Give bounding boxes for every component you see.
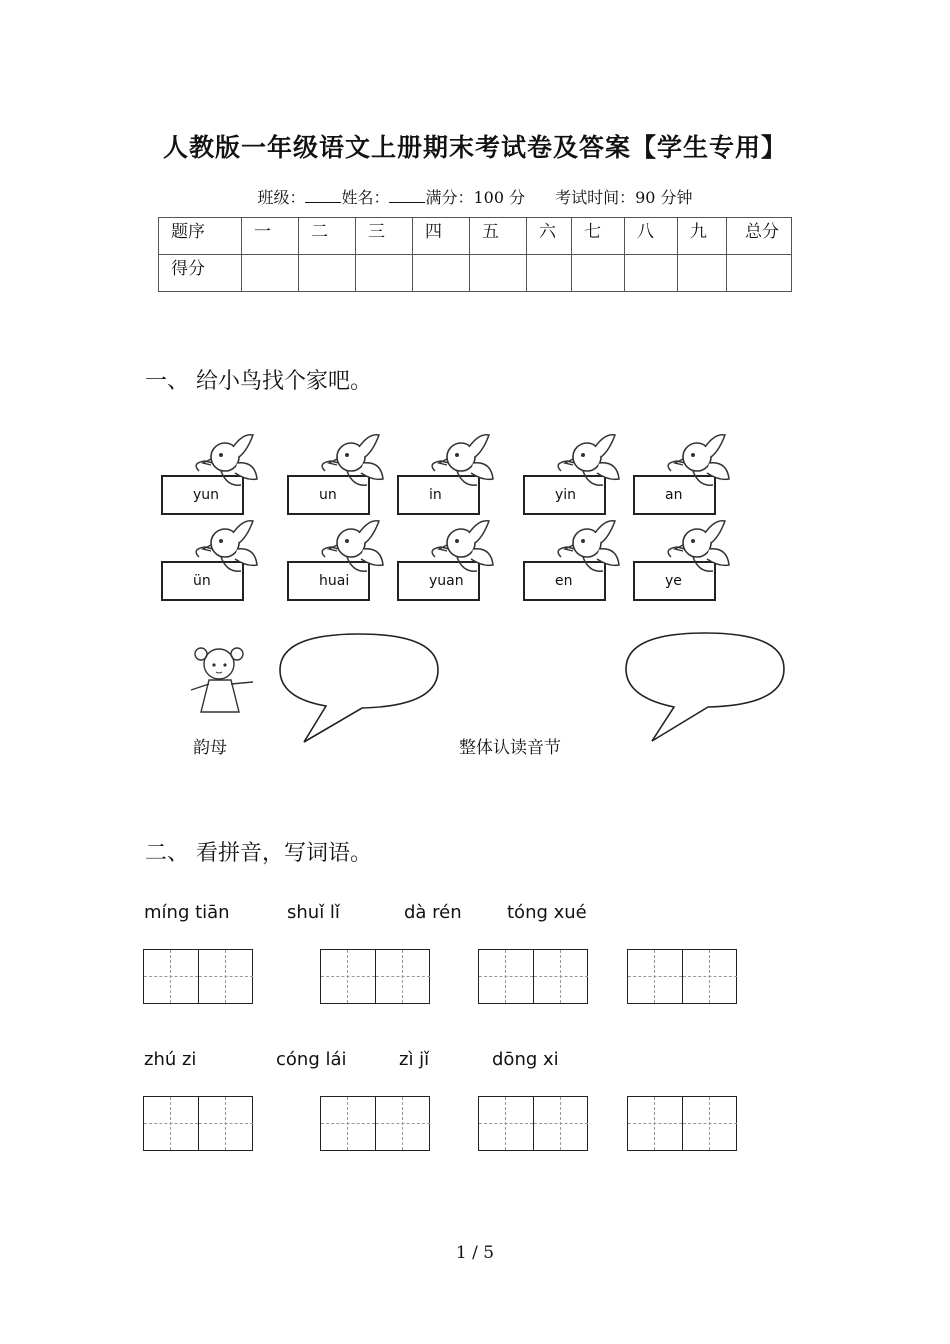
- bird-icon: [553, 433, 623, 497]
- bird-icon: [317, 433, 387, 497]
- score-cell[interactable]: [242, 255, 299, 292]
- score-cell[interactable]: [356, 255, 413, 292]
- class-label: 班级：: [257, 188, 306, 207]
- score-cell[interactable]: [678, 255, 727, 292]
- name-label: 姓名：: [341, 188, 390, 207]
- bird-pinyin: en: [555, 573, 573, 589]
- header-cell: 五: [470, 218, 527, 255]
- writing-grid[interactable]: [143, 949, 253, 1004]
- exam-meta: [0, 185, 950, 208]
- score-cell[interactable]: [527, 255, 572, 292]
- writing-grid[interactable]: [478, 949, 588, 1004]
- section1-title: 一、 给小鸟找个家吧。: [145, 369, 372, 394]
- bird-pinyin: yuan: [429, 573, 464, 589]
- pinyin-item: shuǐ lǐ: [287, 902, 340, 923]
- bird-pinyin: ye: [665, 573, 682, 589]
- score-cell[interactable]: [299, 255, 356, 292]
- pinyin-item: zì jǐ: [399, 1049, 430, 1070]
- bird-pinyin: yin: [555, 487, 577, 503]
- row-label: 得分: [159, 255, 242, 292]
- writing-grid[interactable]: [627, 949, 737, 1004]
- pinyin-item: tóng xué: [507, 902, 587, 923]
- header-cell: 四: [413, 218, 470, 255]
- bird-icon: [317, 519, 387, 583]
- speech-bubble-left: [276, 628, 442, 746]
- writing-grid[interactable]: [320, 1096, 430, 1151]
- score-cell[interactable]: [727, 255, 792, 292]
- pinyin-item: cóng lái: [276, 1049, 347, 1070]
- header-cell: 八: [625, 218, 678, 255]
- label-finals: 韵母: [193, 738, 227, 758]
- header-cell: 题序: [159, 218, 242, 255]
- bird-pinyin: un: [319, 487, 337, 503]
- bird-pinyin: in: [429, 487, 442, 503]
- bird-icon: [663, 519, 733, 583]
- header-cell: 二: [299, 218, 356, 255]
- pinyin-item: dōng xi: [492, 1049, 559, 1070]
- bird-pinyin: yun: [193, 487, 220, 503]
- header-cell: 总分: [727, 218, 792, 255]
- bird-pinyin: huai: [319, 573, 350, 589]
- label-whole-syllables: 整体认读音节: [459, 738, 561, 758]
- score-header-row: [159, 218, 792, 255]
- girl-icon: [185, 642, 257, 718]
- bird-icon: [191, 433, 261, 497]
- page-number: 1 / 5: [455, 1243, 495, 1263]
- page-title: 人教版一年级语文上册期末考试卷及答案【学生专用】: [162, 133, 787, 162]
- writing-grid[interactable]: [478, 1096, 588, 1151]
- exam-time: 考试时间：90 分钟: [555, 188, 693, 207]
- header-cell: 六: [527, 218, 572, 255]
- score-cell[interactable]: [413, 255, 470, 292]
- score-cell[interactable]: [470, 255, 527, 292]
- writing-grid[interactable]: [320, 949, 430, 1004]
- header-cell: 三: [356, 218, 413, 255]
- score-table: [158, 217, 792, 292]
- class-blank: [305, 190, 341, 203]
- pinyin-item: zhú zi: [144, 1049, 197, 1070]
- section2-title: 二、 看拼音，写词语。: [145, 841, 372, 866]
- bird-icon: [427, 519, 497, 583]
- header-cell: 七: [572, 218, 625, 255]
- pinyin-item: dà rén: [404, 902, 462, 923]
- name-blank: [389, 190, 425, 203]
- speech-bubble-right: [622, 627, 788, 745]
- bird-icon: [427, 433, 497, 497]
- bird-pinyin: an: [665, 487, 683, 503]
- score-cell[interactable]: [625, 255, 678, 292]
- header-cell: 一: [242, 218, 299, 255]
- bird-icon: [191, 519, 261, 583]
- bird-icon: [553, 519, 623, 583]
- score-row: [159, 255, 792, 292]
- header-cell: 九: [678, 218, 727, 255]
- writing-grid[interactable]: [627, 1096, 737, 1151]
- pinyin-item: míng tiān: [144, 902, 230, 923]
- writing-grid[interactable]: [143, 1096, 253, 1151]
- full-score: 满分：100 分: [425, 188, 526, 207]
- score-cell[interactable]: [572, 255, 625, 292]
- bird-icon: [663, 433, 733, 497]
- bird-pinyin: ün: [193, 573, 211, 589]
